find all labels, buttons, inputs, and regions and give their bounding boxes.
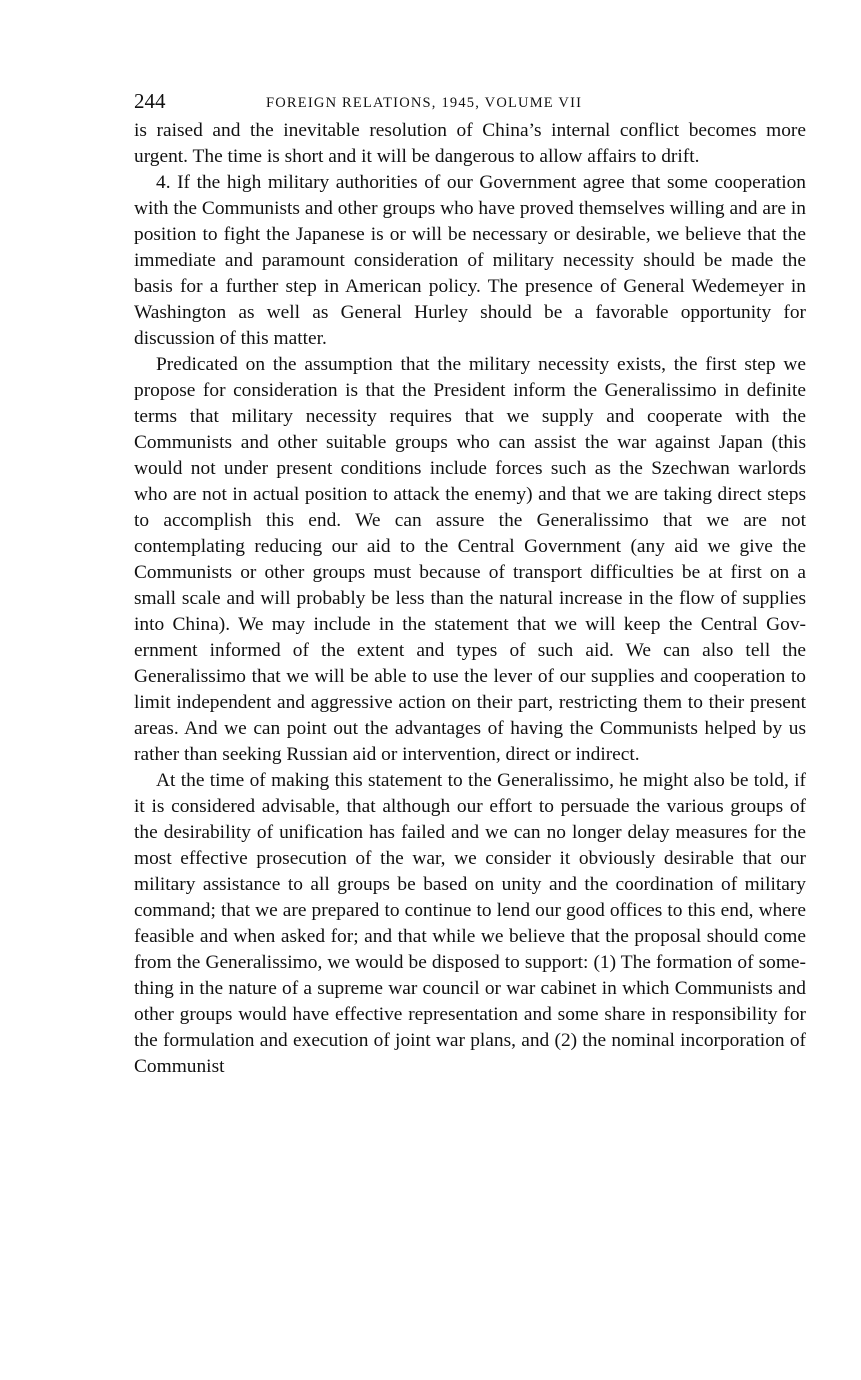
body-text xyxy=(134,118,806,1080)
paragraph-continuation: is raised and the inevitable resolution of China’s internal conflict becomes more urgent. The time is short and it will be dangerous to allow affairs to drift. xyxy=(134,120,806,167)
page-number: 244 xyxy=(134,89,166,113)
page-header xyxy=(134,86,806,116)
paragraph-generalissimo-statement: At the time of making this statement to the Generalissimo, he might also be told, if it is considered advisable, that although our effort to persuade the various groups of the desirability of unification has failed and we can no longer delay measures for the most effective prosecution of the war, we consider it obviously desirable that our military assistance to all groups be based on unity and the coordination of military command; that we are prepared to continue to lend our good offices to this end, where feasible and when asked for; and that while we believe that the proposal should come from the Generalissimo, we would be disposed to support: (1) The formation of something in the nature of a supreme war council or war cabinet in which Communists and other groups would have effective representation and some share in responsibility for the formulation and execution of joint war plans, and (2) the nominal incorporation of Communist xyxy=(134,770,806,1077)
paragraph-military-necessity: Predicated on the assumption that the military necessity exists, the first step we propose for consideration is that the President inform the Generalissimo in definite terms that military necessity requires that we supply and cooperate with the Communists and other suitable groups who can assist the war against Japan (this would not under present conditions include forces such as the Szechwan warlords who are not in actual position to attack the enemy) and that we are taking direct steps to accomplish this end. We can assure the Generalissimo that we are not contemplating reducing our aid to the Central Government (any aid we give the Communists or other groups must because of transport difficulties be at first on a small scale and will probably be less than the natural increase in the flow of supplies into China). We may include in the statement that we will keep the Central Government informed of the extent and types of such aid. We can also tell the Generalissimo that we will be able to use the lever of our supplies and cooperation to limit independent and aggressive action on their part, restricting them to their present areas. And we can point out the advantages of having the Communists helped by us rather than seeking Russian aid or intervention, direct or indirect. xyxy=(134,354,806,765)
document-page xyxy=(134,86,806,1080)
running-head: FOREIGN RELATIONS, 1945, VOLUME VII xyxy=(266,95,583,111)
paragraph-point-4: 4. If the high military authorities of our Government agree that some cooperation with the Communists and other groups who have proved themselves willing and are in position to fight the Japanese is or will be necessary or desirable, we believe that the immediate and paramount consideration of military necessity should be made the basis for a further step in American policy. The presence of General Wedemeyer in Washington as well as General Hurley should be a favorable opportunity for discussion of this matter. xyxy=(134,172,806,349)
